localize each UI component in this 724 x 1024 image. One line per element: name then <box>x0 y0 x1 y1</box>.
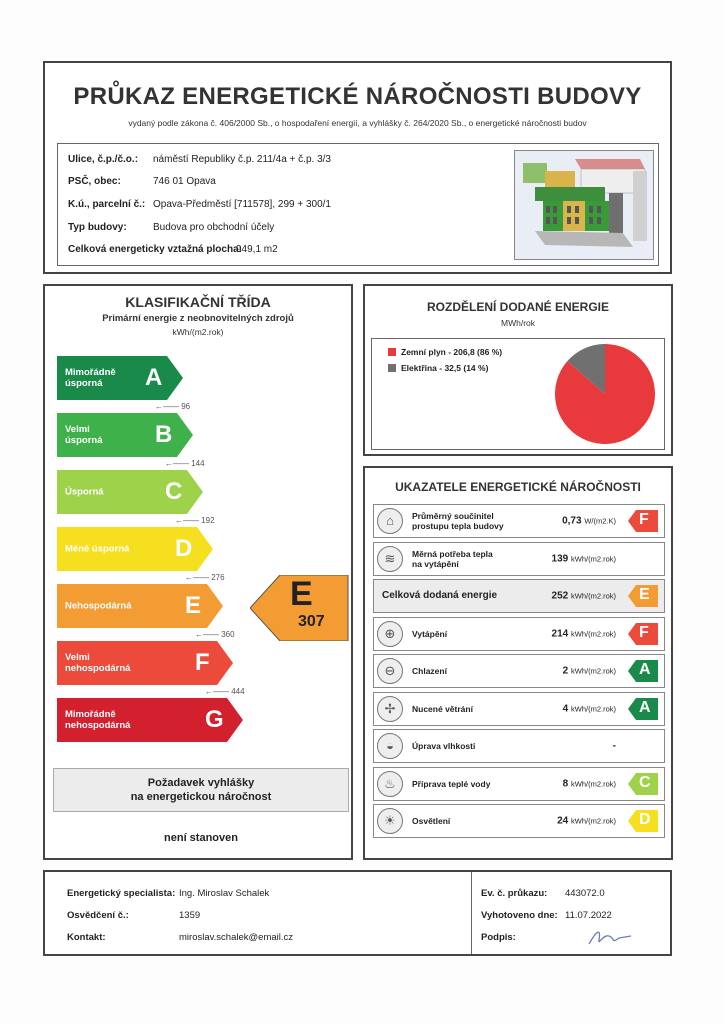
indicator-class-badge <box>628 510 658 532</box>
class-arrow-a <box>57 356 183 400</box>
indicator-class-badge <box>628 810 658 832</box>
indicator-name: Měrná potřeba tepla na vytápění <box>412 548 493 569</box>
footer-box <box>43 870 672 956</box>
requirement-box <box>53 768 349 854</box>
threshold-arrow-icon: ←—— <box>155 402 182 411</box>
legend-swatch-gas <box>388 348 396 356</box>
indicator-class-badge <box>628 585 658 607</box>
indicator-class-letter: F <box>639 623 649 641</box>
registry-row <box>481 888 605 899</box>
threshold-value: 96 <box>181 402 191 411</box>
indicator-unit: kWh/(m2.rok) <box>571 704 616 713</box>
document-subtitle: vydaný podle zákona č. 406/2000 Sb., o hospodaření energií, a vyhlášky č. 264/2020 Sb., o energetické náročnosti budov <box>128 118 587 128</box>
street-label: Ulice, č.p./č.o.: <box>68 154 139 165</box>
indicator-class-badge <box>628 698 658 720</box>
indicator-row <box>373 767 665 801</box>
date-label: Vyhotoveno dne: <box>481 910 558 921</box>
indicator-value: 24 <box>557 815 569 827</box>
threshold-value: 444 <box>231 687 245 696</box>
class-threshold <box>155 402 190 411</box>
indicator-unit: kWh/(m2.rok) <box>571 779 616 788</box>
class-label: Mimořádně úsporná <box>65 367 116 389</box>
indicator-class-letter: A <box>639 698 651 716</box>
indicator-value-group <box>552 553 616 564</box>
ku-label: K.ú., parcelní č.: <box>68 199 146 210</box>
distribution-unit: MWh/rok <box>501 318 535 328</box>
building-info <box>57 143 659 266</box>
indicator-value: 4 <box>562 703 569 714</box>
class-arrow-g <box>57 698 243 742</box>
indicator-unit: kWh/(m2.rok) <box>571 666 616 676</box>
legend-label-electricity: Elektřina - 32,5 (14 %) <box>401 363 489 373</box>
certificate-row <box>67 910 201 921</box>
requirement-value: není stanoven <box>164 832 238 844</box>
fan-icon: ✢ <box>377 696 403 722</box>
street-value: náměstí Republiky č.p. 211/4a + č.p. 3/3 <box>153 154 331 165</box>
specialist-row <box>67 888 270 899</box>
class-arrow-f <box>57 641 233 685</box>
threshold-arrow-icon: ←—— <box>175 516 202 525</box>
cooling-thermometer-icon: ⊖ <box>377 658 403 684</box>
class-letter: E <box>185 592 202 619</box>
indicator-name: Vytápění <box>412 628 448 639</box>
classification-subtitle: Primární energie z neobnovitelných zdrojů <box>102 313 294 324</box>
indicator-class-letter: D <box>639 811 651 828</box>
result-class-letter: E <box>290 575 313 613</box>
threshold-value: 276 <box>211 573 225 582</box>
class-label: Méně úsporná <box>65 543 130 555</box>
date-row <box>481 910 612 921</box>
distribution-chart-area <box>371 338 665 450</box>
indicator-class-letter: A <box>639 661 651 678</box>
area-value: 949,1 m2 <box>236 244 278 255</box>
indicator-class-badge <box>628 660 658 682</box>
signature-label: Podpis: <box>481 932 516 943</box>
energy-distribution-panel <box>363 284 673 456</box>
indicator-class-letter: F <box>639 511 649 528</box>
result-class-value: 307 <box>298 613 325 630</box>
indicator-name: Úprava vlhkosti <box>412 741 476 751</box>
contact-value: miroslav.schalek@email.cz <box>179 932 293 943</box>
indicator-name: Průměrný součinitel prostupu tepla budovy <box>412 511 504 531</box>
indicator-name: Příprava teplé vody <box>412 778 491 789</box>
heating-thermometer-icon: ⊕ <box>377 621 403 647</box>
indicator-name: Nucené větrání <box>412 703 473 714</box>
indicator-class-badge <box>628 623 658 645</box>
indicator-value: 0,73 <box>562 515 582 527</box>
indicator-row <box>373 579 665 613</box>
indicator-value-group <box>552 628 616 639</box>
certificate-value: 1359 <box>179 910 201 921</box>
indicator-name: Osvětlení <box>412 816 451 826</box>
class-label: Úsporná <box>65 486 104 498</box>
class-threshold <box>165 459 205 468</box>
indicator-row <box>373 729 665 763</box>
indicator-value: 252 <box>551 590 569 602</box>
area-label: Celková energeticky vztažná plocha: <box>68 244 242 255</box>
legend-label-gas: Zemní plyn - 206,8 (86 %) <box>401 347 503 357</box>
threshold-arrow-icon: ←—— <box>165 459 192 468</box>
indicator-value: 139 <box>551 553 569 564</box>
psc-label: PSČ, obec: <box>68 176 121 187</box>
indicator-unit: kWh/(m2.rok) <box>571 554 616 563</box>
indicators-panel <box>363 466 673 860</box>
ku-value: Opava-Předměstí [711578], 299 + 300/1 <box>153 199 331 210</box>
radiator-icon: ≋ <box>377 546 403 572</box>
document-title: PRŮKAZ ENERGETICKÉ NÁROČNOSTI BUDOVY <box>73 83 642 110</box>
indicator-row <box>373 617 665 651</box>
indicator-value-group <box>563 778 616 789</box>
indicator-unit: W/(m2.K) <box>584 516 616 526</box>
indicator-row <box>373 504 665 538</box>
class-arrow-c <box>57 470 203 514</box>
water-tap-icon: ♨ <box>377 771 403 797</box>
class-arrow-b <box>57 413 193 457</box>
footer-divider <box>471 872 472 954</box>
class-arrow-d <box>57 527 213 571</box>
registry-label: Ev. č. průkazu: <box>481 888 548 899</box>
indicator-name: Celková dodaná energie <box>382 590 498 601</box>
indicator-value-group <box>552 591 616 602</box>
registry-value: 443072.0 <box>565 888 605 899</box>
indicator-value: 214 <box>551 628 569 639</box>
indicator-value-group <box>563 666 616 677</box>
humidity-drop-icon: ◒ <box>377 733 403 759</box>
class-arrow-e <box>57 584 223 628</box>
indicator-class-letter: C <box>639 773 651 791</box>
class-label: Nehospodárná <box>65 600 132 612</box>
class-threshold <box>195 630 235 639</box>
class-letter: D <box>175 535 193 562</box>
indicator-value: 8 <box>562 778 569 789</box>
class-threshold <box>205 687 245 696</box>
house-icon: ⌂ <box>377 508 403 534</box>
indicator-class-badge <box>628 773 658 795</box>
indicator-row <box>373 804 665 838</box>
date-value: 11.07.2022 <box>565 910 612 921</box>
distribution-pie-chart <box>550 339 660 449</box>
indicator-value: - <box>612 740 616 752</box>
light-bulb-icon: ☀ <box>377 808 403 834</box>
class-label: Velmi nehospodárná <box>65 652 131 674</box>
specialist-value: Ing. Miroslav Schalek <box>179 888 270 899</box>
header-box <box>43 61 672 274</box>
class-threshold <box>185 573 225 582</box>
class-letter: G <box>205 706 224 733</box>
signature-image <box>585 926 635 950</box>
legend-item-gas <box>388 347 502 357</box>
threshold-value: 192 <box>201 516 215 525</box>
class-threshold <box>175 516 215 525</box>
indicator-value-group <box>563 703 616 714</box>
distribution-title: ROZDĚLENÍ DODANÉ ENERGIE <box>426 300 609 314</box>
class-label: Velmi úsporná <box>65 424 103 446</box>
result-class-marker <box>250 575 350 641</box>
indicator-value: 2 <box>562 665 569 677</box>
indicator-value-group <box>562 516 616 527</box>
legend-swatch-electricity <box>388 364 396 372</box>
threshold-arrow-icon: ←—— <box>195 630 222 639</box>
psc-value: 746 01 Opava <box>153 176 216 187</box>
contact-row <box>67 932 293 943</box>
indicator-class-letter: E <box>639 586 650 603</box>
indicator-unit: kWh/(m2.rok) <box>571 591 616 601</box>
class-letter: B <box>155 421 173 448</box>
classification-unit: kWh/(m2.rok) <box>172 327 224 337</box>
class-letter: A <box>145 364 163 391</box>
contact-label: Kontakt: <box>67 932 106 943</box>
legend-item-electricity <box>388 363 488 373</box>
signature-row <box>481 932 516 943</box>
classification-panel <box>43 284 353 860</box>
indicator-row <box>373 654 665 688</box>
indicator-unit: kWh/(m2.rok) <box>571 629 616 638</box>
indicator-row <box>373 542 665 576</box>
indicators-title: UKAZATELE ENERGETICKÉ NÁROČNOSTI <box>395 480 641 494</box>
threshold-value: 144 <box>191 459 205 468</box>
indicator-name: Chlazení <box>412 666 447 676</box>
threshold-value: 360 <box>221 630 235 639</box>
threshold-arrow-icon: ←—— <box>185 573 212 582</box>
indicator-value-group <box>613 741 616 752</box>
class-label: Mimořádně nehospodárná <box>65 709 131 731</box>
indicator-row <box>373 692 665 726</box>
class-letter: C <box>165 478 183 505</box>
type-value: Budova pro obchodní účely <box>153 222 275 233</box>
requirement-title: Požadavek vyhlášky na energetickou náročnost <box>130 777 272 803</box>
building-image <box>514 150 654 260</box>
indicator-value-group <box>557 816 616 827</box>
threshold-arrow-icon: ←—— <box>205 687 232 696</box>
classification-title: KLASIFIKAČNÍ TŘÍDA <box>125 294 271 310</box>
indicator-unit: kWh/(m2.rok) <box>571 816 616 826</box>
specialist-label: Energetický specialista: <box>67 888 176 899</box>
class-letter: F <box>195 649 210 676</box>
certificate-label: Osvědčení č.: <box>67 910 129 921</box>
type-label: Typ budovy: <box>68 222 127 233</box>
